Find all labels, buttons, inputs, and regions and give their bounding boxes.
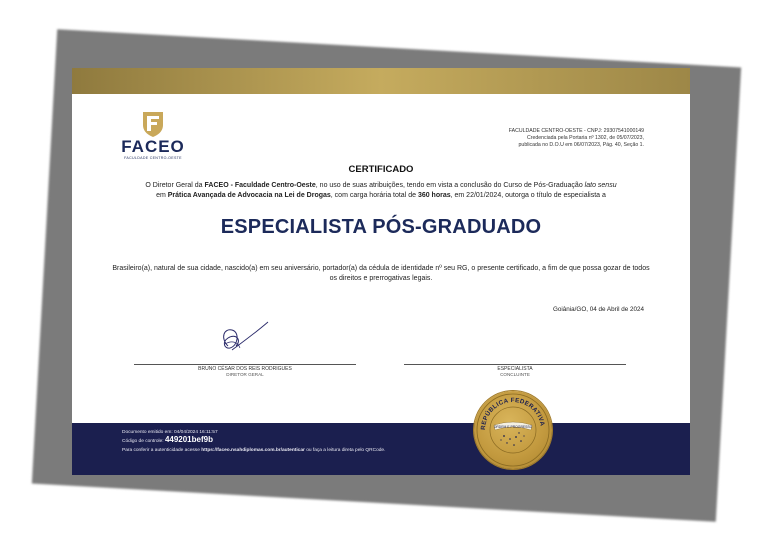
certificate-title: CERTIFICADO (348, 164, 414, 175)
body-text-part: , com carga horária total de (330, 192, 418, 199)
body-text-part: em (156, 192, 168, 199)
place-and-date: Goiânia/GO, 04 de Abril de 2024 (552, 306, 644, 313)
graduate-signature-line (404, 364, 626, 365)
degree-title: ESPECIALISTA PÓS-GRADUADO (220, 216, 542, 238)
seal-stars (500, 432, 524, 446)
recipient-statement: Brasileiro(a), natural de sua cidade, nascido(a) em seu aniversário, portador(a) da cédula de identidade nº seu RG, o presente certificado, a fim de que possa gozar de todos os direitos e prerrogativas legais. (112, 265, 650, 282)
graduate-role: CONCLUINTE (500, 372, 530, 377)
course-name: Prática Avançada de Advocacia na Lei de Drogas (167, 192, 331, 199)
body-text-part: , no uso de suas atribuições, tendo em vista a conclusão do Curso de Pós-Graduação (315, 182, 585, 189)
verify-text-part: ou faça a leitura direta pelo QRCode. (304, 448, 386, 453)
logo-wordmark: FACEO (121, 137, 185, 156)
institution-name: FACEO - Faculdade Centro-Oeste (204, 182, 316, 189)
gold-header-band (72, 68, 690, 94)
course-hours: 360 horas (417, 192, 451, 199)
lato-sensu-text: lato sensu (584, 182, 617, 189)
certificate-body-text (102, 181, 660, 201)
seal-banner: ORDEM E PROGRESSO (493, 425, 533, 430)
graduate-label: ESPECIALISTA (497, 366, 533, 372)
control-code-label: Código de controle: (122, 439, 165, 444)
institution-info-line: FACULDADE CENTRO-OESTE - CNPJ: 29307541000149 (508, 128, 644, 134)
control-code: 449201bef9b (164, 435, 213, 444)
director-role: DIRETOR GERAL (226, 372, 264, 377)
verify-text-part: Para conferir a autenticidade acesse (122, 448, 202, 453)
verification-footer (72, 423, 690, 475)
issued-at: Documento emitido em: 04/04/2024 16:11:57 (122, 430, 218, 435)
seal-outer-text: REPÚBLICA FEDERATIVA (479, 396, 546, 431)
faceo-shield-icon (140, 110, 166, 138)
logo-subtitle: FACULDADE CENTRO-OESTE (124, 156, 182, 160)
brazil-seal-icon (474, 391, 552, 469)
control-code-row (122, 437, 213, 445)
national-seal (474, 391, 552, 469)
director-signature-line (134, 364, 356, 365)
institution-info-line: publicada no D.O.U em 06/07/2023, Pág. 40, Seção 1. (518, 141, 644, 148)
certificate (72, 68, 690, 475)
verification-link[interactable]: https://faceo.nsahdiplomas.com.br/autenticar (201, 448, 305, 453)
institution-info (424, 128, 644, 148)
institution-info-line: Credenciada pela Portaria nº 1302, de 05/07/2023, (527, 134, 644, 141)
director-signature-image (210, 316, 290, 362)
verification-instructions (122, 448, 385, 454)
body-text-part: O Diretor Geral da (145, 182, 205, 189)
body-text-part: , em 22/01/2024, outorga o título de especialista a (450, 192, 606, 199)
director-name: BRUNO CÉSAR DOS REIS RODRIGUES (198, 366, 292, 372)
faceo-logo (114, 110, 192, 160)
